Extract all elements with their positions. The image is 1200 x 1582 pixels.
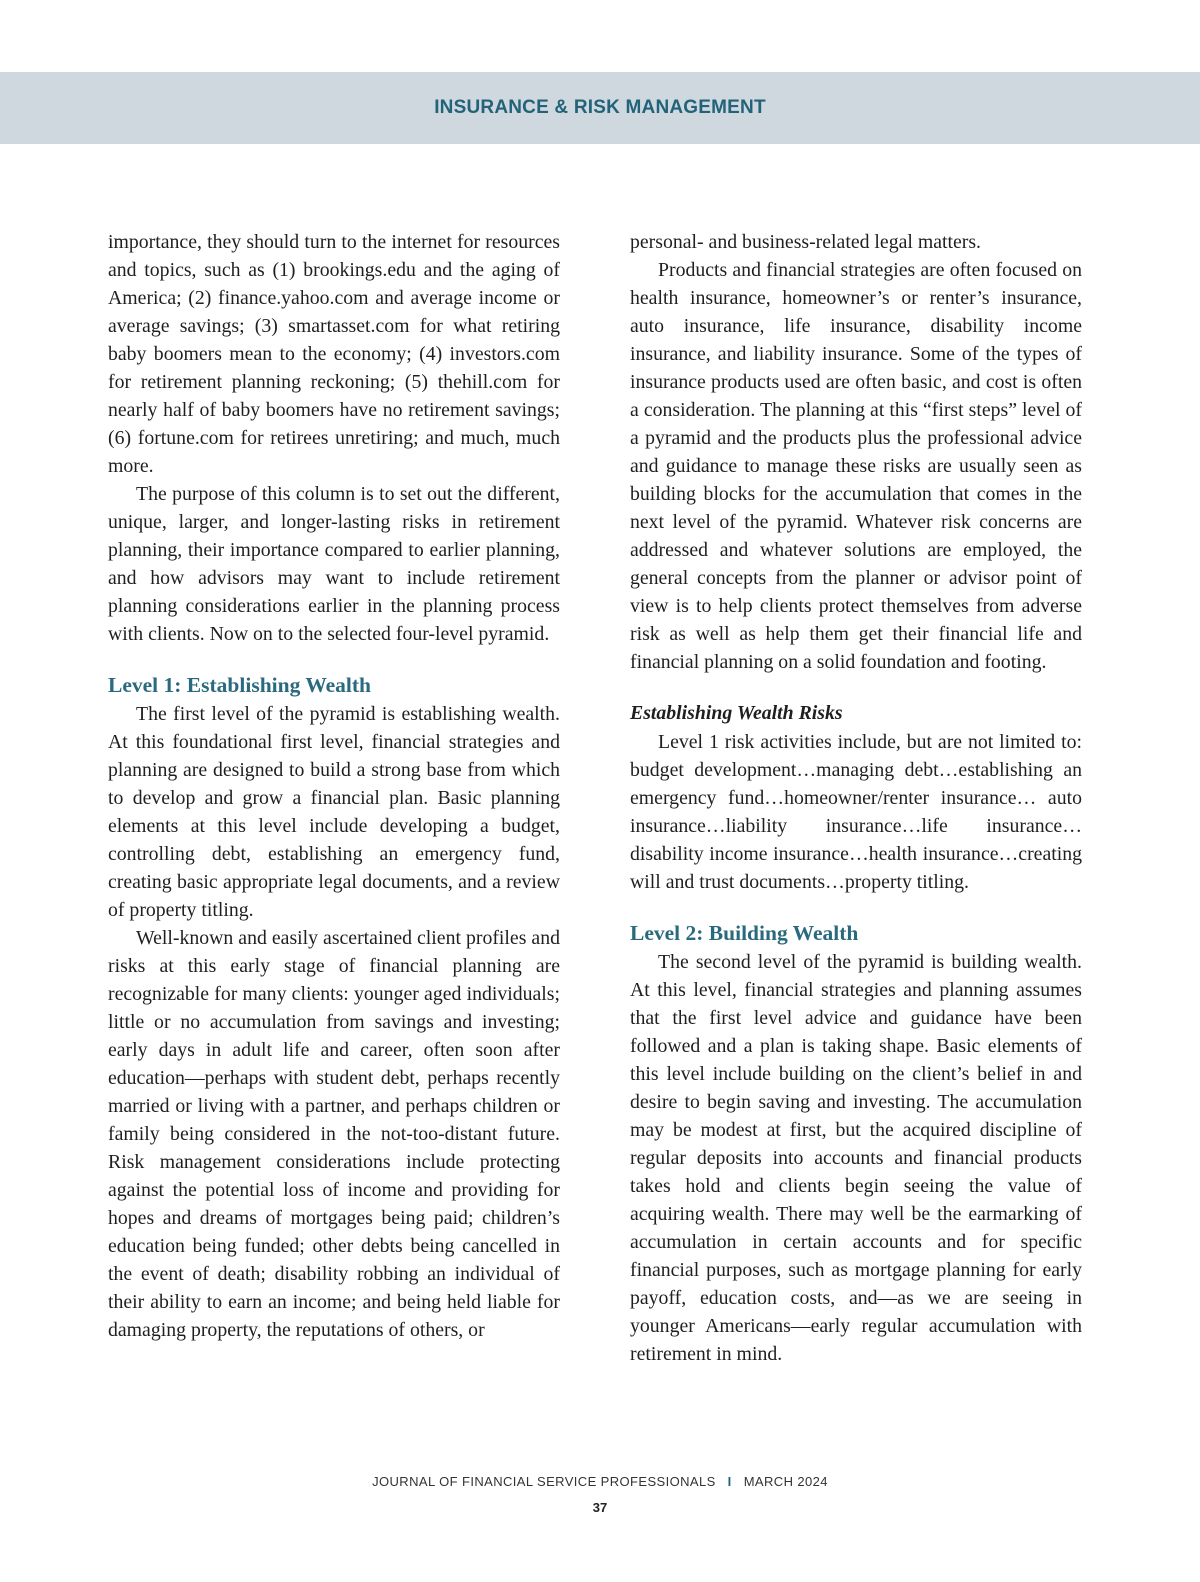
section-title: INSURANCE & RISK MANAGEMENT [434, 97, 766, 118]
paragraph: The purpose of this column is to set out the different, unique, larger, and longer-lasting risks in retirement planning, their importance compared to earlier planning, and how advisors may want to include retirement planning considerations earlier in the planning process with clients. Now on to the selected four-level pyramid. [108, 483, 560, 645]
paragraph: Products and financial strategies are often focused on health insurance, homeowner’s or renter’s insurance, auto insurance, life insurance, disability income insurance, and liability insurance. Some of the types of insurance products used are often basic, and cost is often a consideration. The planning at this “first steps” level of a pyramid and the products plus the professional advice and guidance to manage these risks are usually seen as building blocks for the accumulation that comes in the next level of the pyramid. Whatever risk concerns are addressed and whatever solutions are employed, the general concepts from the planner or advisor point of view is to help clients protect themselves from adverse risk as well as help them get their financial life and financial planning on a solid foundation and footing. [630, 259, 1082, 673]
section-heading-level-2: Level 2: Building Wealth [630, 921, 859, 945]
right-column [630, 228, 1082, 1368]
paragraph: Well-known and easily ascertained client profiles and risks at this early stage of financial planning are recognizable for many clients: younger aged individuals; little or no accumulation from savings and investing; early days in adult life and career, often soon after education—perhaps with student debt, perhaps recently married or living with a partner, and perhaps children or family being considered in the not-too-distant future. Risk management considerations include protecting against the potential loss of income and providing for hopes and dreams of mortgages being paid; children’s education being funded; other debts being cancelled in the event of death; disability robbing an individual of their ability to earn an income; and being held liable for damaging property, the reputations of others, or [108, 927, 560, 1341]
section-heading-level-1: Level 1: Establishing Wealth [108, 673, 372, 697]
footer-separator: I [727, 1474, 732, 1489]
paragraph: The second level of the pyramid is building wealth. At this level, financial strategies and planning assumes that the first level advice and guidance have been followed and a plan is taking shape. Basic elements of this level include building on the client’s belief in and desire to begin saving and investing. The accumulation may be modest at first, but the acquired discipline of regular deposits into accounts and financial products takes hold and clients begin seeing the value of acquiring wealth. There may well be the earmarking of accumulation in certain accounts and for specific financial purposes, such as mortgage planning for early payoff, education costs, and—as we are seeing in younger Americans—early regular accumulation with retirement in mind. [630, 951, 1082, 1365]
paragraph: Level 1 risk activities include, but are not limited to: budget development…managing debt…establishing an emergency fund…homeowner/renter insurance… auto insurance…liability insurance…life insurance… disability income insurance…health insurance…creating will and trust documents…property titling. [630, 731, 1082, 893]
issue-date: MARCH 2024 [743, 1474, 828, 1489]
paragraph: importance, they should turn to the internet for resources and topics, such as (1) brookings.edu and the aging of America; (2) finance.yahoo.com and average income or average savings; (3) smartasset.com for what retiring baby boomers mean to the economy; (4) investors.com for retirement planning reckoning; (5) thehill.com for nearly half of baby boomers have no retirement savings; (6) fortune.com for retirees unretiring; and much, much more. [108, 231, 560, 477]
page-number: 37 [592, 1500, 608, 1515]
subheading-establishing-wealth-risks: Establishing Wealth Risks [630, 702, 843, 724]
footer-journal-line [0, 1474, 1200, 1489]
paragraph: The first level of the pyramid is establishing wealth. At this foundational first level, financial strategies and planning are designed to build a strong base from which to develop and grow a financial plan. Basic planning elements at this level include developing a budget, controlling debt, establishing an emergency fund, creating basic appropriate legal documents, and a review of property titling. [108, 703, 560, 921]
left-column [108, 228, 560, 1344]
paragraph: personal- and business-related legal matters. [630, 231, 981, 253]
journal-name: JOURNAL OF FINANCIAL SERVICE PROFESSIONALS [372, 1474, 716, 1489]
section-banner [0, 72, 1200, 144]
